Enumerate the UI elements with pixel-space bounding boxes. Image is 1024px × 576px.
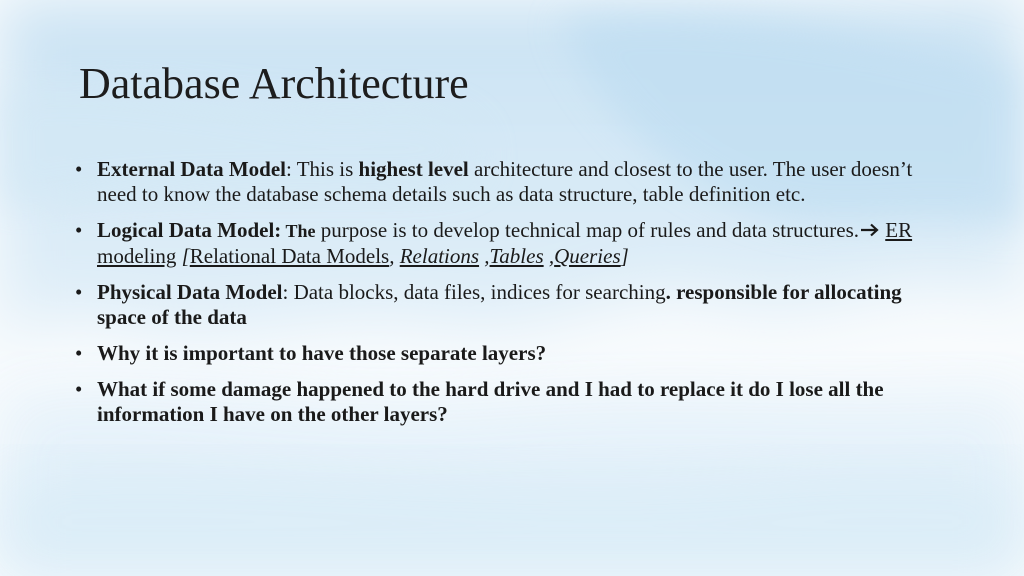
term-logical-data-model: Logical Data Model:: [97, 218, 282, 242]
bullet-question-hard-drive: [75, 377, 955, 427]
link-relations[interactable]: Relations: [399, 244, 480, 268]
link-relational-data-models[interactable]: Relational Data Models: [189, 244, 390, 268]
bracket-close: ]: [620, 244, 629, 268]
comma: ,: [479, 244, 490, 268]
bullet-physical-data-model: [75, 280, 955, 330]
the-word: The: [281, 221, 316, 241]
term-physical-data-model: Physical Data Model: [97, 280, 283, 304]
question-text: Why it is important to have those separate layers?: [97, 341, 547, 365]
comma: ,: [389, 244, 400, 268]
emphasis-highest-level: highest level: [358, 157, 469, 181]
comma: ,: [543, 244, 555, 268]
bullet-marker: •: [75, 157, 83, 181]
bullet-marker: •: [75, 377, 83, 401]
bullet-text: : Data blocks, data files, indices for searching: [282, 280, 666, 304]
question-text: What if some damage happened to the hard drive and I had to replace it do I lose all the information I have on the other layers?: [97, 377, 884, 426]
bold-tail: . responsible for allocating space of the data: [97, 280, 902, 329]
term-external-data-model: External Data Model: [97, 157, 286, 181]
bullet-marker: •: [75, 341, 83, 365]
bracket-open: [: [176, 244, 190, 268]
bullet-text: architecture and closest to the user. The user doesn’t need to know the database schema details such as data structure, table definition etc.: [97, 157, 913, 206]
bullet-question-separate-layers: [75, 341, 955, 366]
bullet-marker: •: [75, 280, 83, 304]
bullet-text: purpose is to develop technical map of rules and data structures.: [315, 218, 859, 242]
slide-title: Database Architecture: [79, 59, 469, 108]
bullet-text: : This is: [285, 157, 359, 181]
right-arrow-icon: [860, 223, 880, 237]
bullet-marker: •: [75, 218, 83, 242]
link-er-modeling[interactable]: ER modeling: [97, 218, 913, 268]
bullet-external-data-model: [75, 157, 955, 207]
link-tables[interactable]: Tables: [489, 244, 544, 268]
bullet-list: [75, 157, 955, 438]
link-queries[interactable]: Queries: [554, 244, 621, 268]
bullet-logical-data-model: [75, 218, 955, 269]
